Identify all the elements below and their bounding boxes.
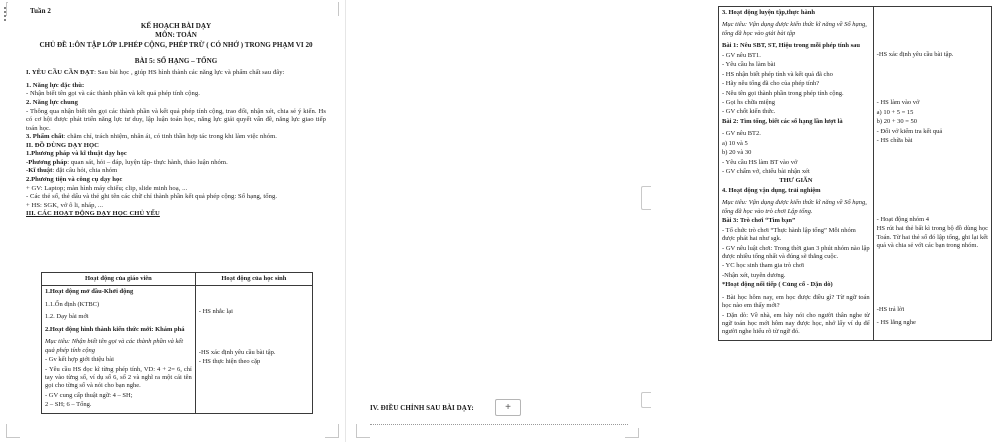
t2-line-16: THƯ GIÃN [779, 177, 813, 185]
table-header-row [42, 273, 313, 286]
right-edge-panel-tab[interactable] [641, 186, 651, 210]
t1-line-8: 2 – SH; 6 – Tổng. [45, 401, 92, 409]
t2-line-3: - GV nêu BT1. [722, 51, 761, 59]
t2-line-26: - Dặn dò: Về nhà, em hãy nói cho người thân nghe từ ngữ toán học mới hôm nay được học, nhớ lấy ví dụ để người nghe hiểu rõ từ ngữ đó. [722, 311, 870, 336]
s2-line-1: - HS làm vào vở [876, 99, 920, 107]
section-ii-line-1: - Các thẻ số, thẻ dấu và thẻ ghi tên các chữ chỉ thành phần kết quả phép cộng: Số hạng, tổng. [26, 193, 278, 201]
activities-table-page2-wrapper [718, 6, 992, 341]
cell-teacher-activities-2 [719, 7, 874, 341]
doc-title-line-1: KẾ HOẠCH BÀI DẠY [140, 22, 212, 30]
s2-line-2: a) 10 + 5 = 15 [876, 108, 914, 116]
t2-line-17: 4. Hoạt động vận dụng, trải nghiệm [722, 186, 821, 194]
right-edge-panel-tab-secondary[interactable] [641, 392, 651, 408]
t1-line-4: Mục tiêu: Nhận biết tên gọi và các thành phần và kết quả phép tính cộng [45, 338, 184, 354]
document-page-2 [358, 0, 988, 428]
t2-line-12: a) 10 và 5 [722, 139, 748, 147]
section-ii-sub2-heading: 2.Phương tiện và công cụ dạy học [26, 176, 123, 184]
t1-line-0: 1.Hoạt động mở đầu-Khởi động [45, 288, 134, 296]
cell-teacher-activities [42, 286, 196, 413]
section-iii-heading: III. CÁC HOẠT ĐỘNG DẠY HỌC CHỦ YẾU [26, 210, 160, 218]
section-i-heading-line [26, 69, 326, 78]
s2-line-0: -HS xác định yêu cầu bài tập. [876, 51, 954, 58]
activities-table-page1-wrapper [41, 272, 313, 414]
t1-line-1: 1.1.Ổn định (KTBC) [45, 300, 100, 308]
section-ii-method [26, 159, 326, 168]
section-ii-method-label: -Phương pháp [26, 158, 68, 166]
s2-line-5: - HS chữa bài [876, 137, 913, 145]
section-i-item-1: - Nhận biết tên gọi và các thành phần và kết quả phép tính cộng. [26, 90, 200, 98]
t2-line-21: - GV nêu luật chơi: Trong thời gian 3 phút nhóm nào lập được nhiều tổng nhất và đúng sẽ thắng cuộc. [722, 244, 870, 260]
section-ii-method-text: : quan sát, hỏi – đáp, luyện tập- thực hành, thảo luận nhóm. [67, 158, 228, 166]
section-i-item-4-text: : chăm chỉ, trách nhiệm, nhân ái, có tinh thần hợp tác trong khi làm việc nhóm. [63, 133, 278, 141]
t2-line-4: - Yêu cầu hs làm bài [722, 61, 776, 69]
t2-line-0: 3. Hoạt động luyện tập,thực hành [722, 9, 815, 16]
cell-student-activities-2 [873, 7, 991, 341]
lesson-title: BÀI 5: SỐ HẠNG – TỔNG [134, 57, 218, 66]
t2-line-20: - Tổ chức trò chơi “Thực hành lập tổng” Mỗi nhóm được phát hai như sgk. [722, 226, 856, 243]
s1-line-0: - HS nhắc lại [198, 308, 233, 316]
table-row [42, 286, 313, 413]
t1-line-5: - Gv kết hợp giới thiệu bài [45, 356, 114, 364]
section-i-heading: I. YÊU CẦU CẦN ĐẠT [26, 69, 95, 77]
section-i-item-0: 1. Năng lực đặc thù: [26, 81, 85, 89]
s2-line-4: - Đối vở kiểm tra kết quả [876, 127, 943, 135]
section-ii-technique-text: : đặt câu hỏi, chia nhóm [52, 167, 118, 175]
section-iv-heading: IV. ĐIỀU CHỈNH SAU BÀI DẠY: [370, 404, 474, 412]
t2-line-25: - Bài học hôm nay, em học được điều gì? Từ ngữ toán học nào em thấy mới? [722, 293, 870, 310]
t2-line-14: - Yêu cầu HS làm BT vào vở [722, 158, 798, 166]
t2-line-6: - Hãy nêu tổng đã cho của phép tính? [722, 80, 820, 88]
s2-line-7: HS rút hai thẻ bất kì trong bộ đồ dùng học Toán. Từ hai thẻ số đó lập tổng, ghi lại kết quả và chia sẻ với các bạn trong nhóm. [876, 225, 988, 249]
doc-title-line-2: MÔN: TOÁN [155, 31, 197, 40]
section-ii-line-0: + GV: Laptop; màn hình máy chiếu; clip, slide minh hoạ, ... [26, 184, 188, 192]
t2-line-18: Mục tiêu: Vận dụng được kiến thức kĩ năng về Số hạng, tổng đã học vào trò chơi Lập tổng. [722, 199, 867, 215]
cell-student-activities [195, 286, 312, 413]
t2-line-13: b) 20 và 30 [722, 149, 752, 157]
section-ii-heading: II. ĐỒ DÙNG DẠY HỌC [26, 141, 99, 149]
section-i-item-3: - Thông qua nhận biết tên gọi các thành phần và kết quả phép tính cộng, trao đổi, nhận xét, chia sẻ ý kiến. Hs có cơ hội được phát triển năng lực tư duy, lập luận toán học, năng lực giải quyết vấn đề, năng lực giao tiếp toán học. [26, 107, 326, 132]
section-ii-sub1-heading: 1.Phương pháp và kĩ thuật dạy học [26, 150, 127, 158]
t1-line-3: 2.Hoạt động hình thành kiến thức mới: Khám phá [45, 325, 185, 333]
section-i-item-2: 2. Năng lực chung [26, 98, 78, 106]
s2-line-9: - HS lắng nghe [876, 318, 916, 326]
section-ii-line-2: + HS: SGK, vở ô li, nháp, ... [26, 201, 104, 209]
page-gutter [345, 0, 346, 442]
section-i-intro: : Sau bài học , giúp HS hình thành các năng lực và phẩm chất sau đây: [94, 69, 285, 77]
col-header-teacher: Hoạt động của giáo viên [42, 273, 196, 286]
t2-line-15: - GV chấm vở, chiếu bài nhận xét [722, 168, 810, 175]
week-label: Tuần 2 [30, 7, 51, 15]
doc-title-line-3: CHỦ ĐỀ 1:ÔN TẬP LỚP 1.PHÉP CỘNG, PHÉP TRỪ ( CÓ NHỚ ) TRONG PHẠM VI 20 [39, 40, 313, 49]
t2-line-19: Bài 3: Trò chơi “Tìm bạn” [722, 217, 796, 225]
add-page-button[interactable]: + [495, 399, 521, 416]
table-row [719, 7, 992, 341]
s2-line-3: b) 20 + 30 = 50 [876, 118, 918, 126]
t2-line-7: - Nêu tên gọi thành phần trong phép tính cộng. [722, 89, 844, 97]
t2-line-23: -Nhận xét, tuyên dương. [722, 271, 786, 279]
t1-line-6: - Yêu cầu HS đọc kĩ từng phép tính, VD: 4 + 2= 6, chỉ tay vào từng số, ví dụ số 6, số 2 và nghĩ ra một cái tên gọi cho từng số và nói cho bạn nghe. [45, 365, 192, 390]
t2-line-8: - Gọi hs chữa miệng [722, 98, 775, 106]
activities-table-page2 [718, 6, 992, 341]
section-i-item-4-label: 3. Phẩm chất [26, 133, 64, 141]
section-ii-technique-label: -Kĩ thuật [26, 167, 53, 175]
s2-line-8: -HS trả lời [876, 306, 905, 314]
s1-line-2: - HS thực hiện theo cặp [198, 358, 261, 366]
section-iv-blank-line [370, 424, 628, 425]
col-header-student: Hoạt động của học sinh [195, 273, 312, 286]
t2-line-1: Mục tiêu: Vận dụng được kiến thức kĩ năng về Số hạng, tổng đã học vào giải bài tập [722, 21, 867, 37]
section-ii-technique [26, 167, 326, 176]
t2-line-10: Bài 2: Tìm tổng, biết các số hạng lần lượt là [722, 117, 843, 125]
t2-line-9: - GV chốt kiến thức. [722, 108, 776, 116]
section-i-item-4 [26, 133, 326, 142]
t2-line-22: - YC học sinh tham gia trò chơi [722, 262, 805, 270]
t2-line-24: *Hoạt động nối tiếp ( Củng cố - Dặn dò) [722, 281, 833, 289]
t1-line-7: - GV cung cấp thuật ngữ: 4 – SH; [45, 391, 133, 399]
s1-line-1: -HS xác định yêu cầu bài tập. [198, 348, 276, 356]
s2-line-6: - Hoạt động nhóm 4 [876, 215, 930, 223]
t2-line-11: - GV nêu BT2. [722, 130, 761, 138]
t2-line-5: - HS nhận biết phép tính và kết quả đã cho [722, 70, 833, 78]
t1-line-2: 1.2. Dạy bài mới [45, 313, 89, 321]
t2-line-2: Bài 1: Nêu SBT, ST, Hiệu trong mỗi phép tính sau [722, 42, 860, 50]
activities-table-page1 [41, 272, 313, 414]
document-page-1 [8, 0, 338, 428]
